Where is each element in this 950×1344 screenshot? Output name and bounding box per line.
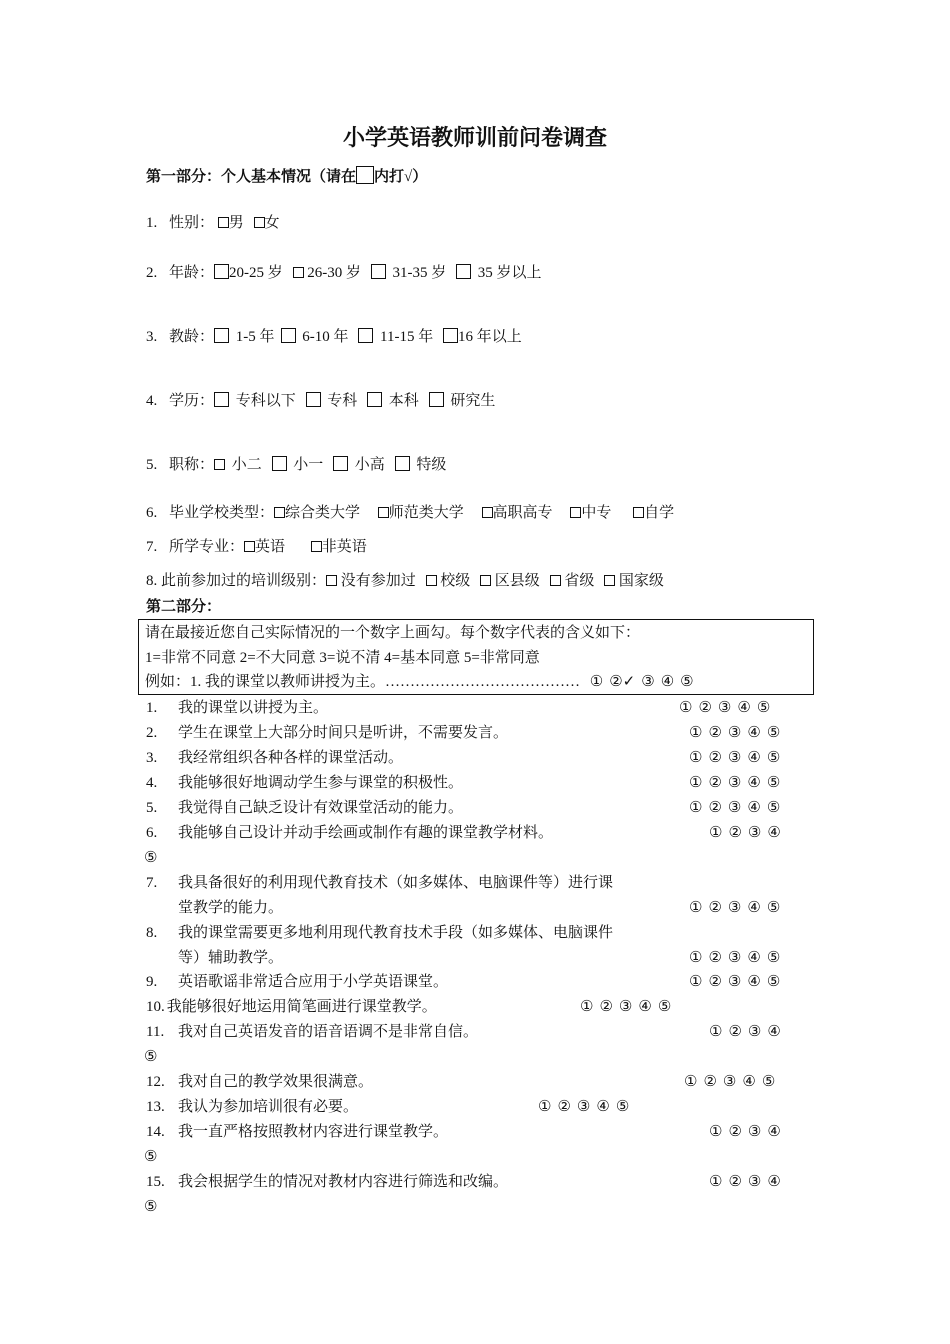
question-label: 教龄： [169, 329, 215, 345]
scale-option-4[interactable]: ④ [742, 1074, 756, 1090]
question-label: 所学专业： [169, 539, 245, 555]
item-text: 我对自己英语发音的语音语调不是非常自信。 [178, 1024, 479, 1040]
item-text: 我会根据学生的情况对教材内容进行筛选和改编。 [178, 1174, 509, 1190]
option-vocational-college[interactable] [482, 503, 553, 523]
scale-option-2[interactable]: ② [708, 800, 722, 816]
scale-option-5[interactable]: ⑤ [756, 700, 771, 716]
scale-option-5[interactable]: ⑤ [766, 775, 781, 791]
survey-item [146, 1172, 509, 1192]
option-label: 小二 [231, 457, 262, 473]
option-label: 高职高专 [492, 505, 553, 521]
scale-option-4[interactable]: ④ [737, 700, 751, 716]
item-text: 我的课堂需要更多地利用现代教育技术手段（如多媒体、电脑课件 [178, 925, 614, 941]
scale-option: ④ [660, 674, 675, 690]
question-title-rank [146, 455, 452, 475]
rating-scale [683, 723, 780, 743]
scale-option-1[interactable]: ① [689, 725, 703, 741]
question-number: 8. [146, 573, 158, 589]
option-female[interactable] [254, 213, 280, 233]
scale-option-2[interactable]: ② [708, 775, 722, 791]
option-school-level[interactable] [426, 571, 471, 591]
item-text: 我能够自己设计并动手绘画或制作有趣的课堂教学材料。 [178, 825, 554, 841]
rating-scale [683, 972, 780, 992]
item-text: 我一直严格按照教材内容进行课堂教学。 [178, 1124, 449, 1140]
option-label: 师范类大学 [388, 505, 464, 521]
scale-option-checked: ②✓ [609, 674, 636, 690]
survey-item [146, 798, 464, 818]
option-years-16-plus[interactable] [443, 327, 522, 347]
option-label: 男 [228, 215, 244, 231]
checkbox-icon[interactable] [371, 264, 386, 279]
scale-option-3[interactable]: ③ [727, 974, 742, 990]
option-label: 国家级 [618, 573, 664, 589]
instruction-line: 请在最接近您自己实际情况的一个数字上画勾。每个数字代表的含义如下： [145, 625, 641, 641]
item-number: 5. [146, 800, 158, 816]
item-number: 1. [146, 700, 158, 716]
scale-option-5[interactable]: ⑤ [766, 800, 781, 816]
question-number: 1. [146, 215, 158, 231]
checkbox-icon[interactable] [604, 575, 615, 586]
option-english[interactable] [244, 537, 285, 557]
option-label: 35 岁以上 [477, 265, 542, 281]
option-label: 女 [264, 215, 280, 231]
option-college[interactable] [306, 391, 358, 411]
option-normal-university[interactable] [378, 503, 464, 523]
scale-option-3[interactable]: ③ [727, 725, 742, 741]
checkbox-icon[interactable] [254, 217, 265, 228]
survey-item [146, 1122, 449, 1142]
option-label: 自学 [644, 505, 675, 521]
survey-item [146, 972, 449, 992]
scale-option-5[interactable]: ⑤ [144, 1149, 158, 1165]
instruction-scale-legend: 1=非常不同意 2=不大同意 3=说不清 4=基本同意 5=非常同意 [145, 650, 540, 666]
option-label: 11-15 年 [380, 329, 434, 345]
rating-scale [574, 997, 671, 1017]
scale-option-5[interactable]: ⑤ [766, 750, 781, 766]
scale-option-1[interactable]: ① [709, 1024, 723, 1040]
item-number: 6. [146, 825, 158, 841]
option-label: 小高 [354, 457, 385, 473]
option-label: 1-5 年 [235, 329, 275, 345]
checkbox-icon[interactable] [480, 575, 491, 586]
survey-item [146, 823, 554, 843]
item-number: 3. [146, 750, 158, 766]
scale-option-5[interactable]: ⑤ [766, 950, 781, 966]
question-education [146, 391, 501, 411]
question-number: 4. [146, 393, 158, 409]
option-label: 20-25 岁 [229, 265, 283, 281]
scale-option-1[interactable]: ① [538, 1099, 552, 1115]
scale-option-4[interactable]: ④ [638, 999, 652, 1015]
scale-option-2[interactable]: ② [599, 999, 613, 1015]
option-rank-special[interactable] [395, 455, 447, 475]
example-scale [584, 674, 694, 690]
scale-option-1[interactable]: ① [709, 825, 723, 841]
scale-option-5[interactable]: ⑤ [766, 900, 781, 916]
question-number: 7. [146, 539, 158, 555]
option-age-35-plus[interactable] [456, 263, 542, 283]
scale-option-3[interactable]: ③ [727, 750, 742, 766]
rating-scale [683, 773, 780, 793]
question-age [146, 263, 548, 283]
checkbox-icon[interactable] [550, 575, 561, 586]
item-text: 我经常组织各种各样的课堂活动。 [178, 750, 404, 766]
scale-option-2[interactable]: ② [728, 1174, 742, 1190]
option-label: 专科 [327, 393, 358, 409]
item-number: 10. [146, 999, 165, 1015]
scale-option-4[interactable]: ④ [767, 1174, 781, 1190]
item-number: 13. [146, 1099, 165, 1115]
option-comprehensive-university[interactable] [274, 503, 360, 523]
question-number: 2. [146, 265, 158, 281]
scale-option-3[interactable]: ③ [717, 700, 732, 716]
question-label: 年龄： [169, 265, 215, 281]
option-national-level[interactable] [604, 571, 664, 591]
item-text: 学生在课堂上大部分时间只是听讲，不需要发言。 [178, 725, 509, 741]
question-label: 毕业学校类型： [169, 505, 275, 521]
scale-option-5[interactable]: ⑤ [615, 1099, 630, 1115]
item-text-continued: 等）辅助教学。 [178, 950, 284, 966]
scale-option-2[interactable]: ② [728, 825, 742, 841]
scale-option-1[interactable]: ① [709, 1174, 723, 1190]
option-label: 特级 [416, 457, 447, 473]
checkbox-icon[interactable] [244, 541, 255, 552]
item-number: 11. [146, 1024, 165, 1040]
scale-option-4[interactable]: ④ [596, 1099, 610, 1115]
option-age-26-30[interactable] [293, 263, 362, 283]
item-number: 12. [146, 1074, 165, 1090]
rating-scale [683, 898, 780, 918]
option-label: 非英语 [321, 539, 367, 555]
question-number: 5. [146, 457, 158, 473]
checkbox-icon[interactable] [214, 392, 229, 407]
checkbox-icon[interactable] [333, 456, 348, 471]
scale-option-3[interactable]: ③ [727, 950, 742, 966]
scale-option-3[interactable]: ③ [722, 1074, 737, 1090]
checkbox-icon[interactable] [570, 507, 581, 518]
item-number: 15. [146, 1174, 165, 1190]
option-label: 省级 [564, 573, 595, 589]
question-major [146, 537, 373, 557]
survey-item [146, 873, 614, 893]
example-line [145, 672, 694, 692]
scale-option-2[interactable]: ② [698, 700, 712, 716]
scale-option: ③ [641, 674, 655, 690]
scale-option-4[interactable]: ④ [747, 750, 761, 766]
scale-option-1[interactable]: ① [689, 800, 703, 816]
option-label: 6-10 年 [302, 329, 349, 345]
scale-option-4[interactable]: ④ [747, 800, 761, 816]
scale-option: ⑤ [680, 674, 694, 690]
option-label: 专科以下 [235, 393, 296, 409]
scale-option-4[interactable]: ④ [767, 825, 781, 841]
survey-item [146, 698, 329, 718]
option-graduate[interactable] [429, 391, 496, 411]
rating-scale [678, 1072, 775, 1092]
item-number: 2. [146, 725, 158, 741]
item-text: 我对自己的教学效果很满意。 [178, 1074, 374, 1090]
item-text-continued: 堂教学的能力。 [178, 900, 284, 916]
question-school-type [146, 503, 680, 523]
scale-option-2[interactable]: ② [728, 1124, 742, 1140]
item-number: 7. [146, 875, 158, 891]
checkbox-icon[interactable] [367, 392, 382, 407]
item-number: 8. [146, 925, 158, 941]
item-text: 英语歌谣非常适合应用于小学英语课堂。 [178, 974, 449, 990]
scale-option-3[interactable]: ③ [727, 800, 742, 816]
option-district-level[interactable] [480, 571, 540, 591]
scale-option-2[interactable]: ② [708, 974, 722, 990]
scale-option-2[interactable]: ② [708, 950, 722, 966]
option-none[interactable] [326, 571, 416, 591]
option-label: 小一 [293, 457, 324, 473]
rating-scale [683, 748, 780, 768]
part1-heading [146, 166, 427, 187]
survey-item [146, 773, 464, 793]
scale-option-3[interactable]: ③ [747, 1174, 762, 1190]
scale-option-5[interactable]: ⑤ [766, 974, 781, 990]
scale-option-1[interactable]: ① [689, 750, 703, 766]
checkbox-icon[interactable] [456, 264, 471, 279]
scale-option-1[interactable]: ① [580, 999, 594, 1015]
option-label: 31-35 岁 [392, 265, 447, 281]
part2-heading: 第二部分： [146, 599, 222, 615]
checkbox-icon[interactable] [395, 456, 410, 471]
item-number: 9. [146, 974, 158, 990]
instructions-box [138, 619, 814, 695]
checkbox-icon[interactable] [214, 459, 225, 470]
scale-option-3[interactable]: ③ [747, 1024, 762, 1040]
rating-scale [683, 798, 780, 818]
question-label: 学历： [169, 393, 215, 409]
scale-option-1[interactable]: ① [684, 1074, 698, 1090]
scale-option-2[interactable]: ② [728, 1024, 742, 1040]
survey-item [146, 748, 404, 768]
question-number: 6. [146, 505, 158, 521]
option-label: 综合类大学 [285, 505, 361, 521]
option-years-1-5[interactable] [214, 327, 275, 347]
scale-option-5[interactable]: ⑤ [144, 850, 158, 866]
scale-option-4[interactable]: ④ [747, 900, 761, 916]
rating-scale [703, 1022, 781, 1042]
item-text: 我能够很好地调动学生参与课堂的积极性。 [178, 775, 464, 791]
scale-option-5[interactable]: ⑤ [144, 1199, 158, 1215]
rating-scale [703, 1172, 781, 1192]
checkbox-icon[interactable] [482, 507, 493, 518]
question-label: 职称： [169, 457, 215, 473]
item-text: 我觉得自己缺乏设计有效课堂活动的能力。 [178, 800, 464, 816]
question-teaching-years [146, 327, 528, 347]
item-number: 4. [146, 775, 158, 791]
option-label: 校级 [440, 573, 471, 589]
item-text: 我能够很好地运用简笔画进行课堂教学。 [166, 999, 437, 1015]
option-label: 中专 [581, 505, 612, 521]
scale-option-5[interactable]: ⑤ [766, 725, 781, 741]
option-label: 区县级 [494, 573, 540, 589]
checkbox-icon[interactable] [281, 328, 296, 343]
question-training-level [146, 571, 670, 591]
scale-option-5[interactable]: ⑤ [657, 999, 672, 1015]
checkbox-icon[interactable] [633, 507, 644, 518]
checkbox-icon[interactable] [274, 507, 285, 518]
scale-option-3[interactable]: ③ [727, 900, 742, 916]
survey-item [146, 1072, 374, 1092]
option-non-english[interactable] [311, 537, 367, 557]
option-self-study[interactable] [633, 503, 674, 523]
option-label: 26-30 岁 [307, 265, 362, 281]
checkbox-icon [356, 166, 374, 184]
item-text: 我认为参加培训很有必要。 [178, 1099, 359, 1115]
scale-option-2[interactable]: ② [708, 900, 722, 916]
scale-option-1[interactable]: ① [689, 950, 703, 966]
checkbox-icon[interactable] [214, 328, 229, 343]
option-label: 本科 [388, 393, 419, 409]
option-below-college[interactable] [214, 391, 296, 411]
scale-option-4[interactable]: ④ [747, 974, 761, 990]
scale-option-1[interactable]: ① [689, 775, 703, 791]
checkbox-icon[interactable] [293, 267, 304, 278]
scale-option-1[interactable]: ① [709, 1124, 723, 1140]
item-number: 14. [146, 1124, 165, 1140]
example-text: 例如：1. 我的课堂以教师讲授为主。………………………………… [145, 674, 581, 690]
scale-option-5[interactable]: ⑤ [761, 1074, 776, 1090]
option-province-level[interactable] [550, 571, 595, 591]
survey-item [146, 1097, 359, 1117]
scale-option: ① [589, 674, 604, 690]
rating-scale [703, 823, 781, 843]
page-title: 小学英语教师训前问卷调查 [342, 125, 607, 150]
option-bachelor[interactable] [367, 391, 419, 411]
scale-option-4[interactable]: ④ [767, 1124, 781, 1140]
option-age-31-35[interactable] [371, 263, 447, 283]
scale-option-4[interactable]: ④ [747, 950, 761, 966]
part1-heading-text-b: 内打√） [374, 169, 428, 185]
scale-option-2[interactable]: ② [703, 1074, 717, 1090]
checkbox-icon[interactable] [218, 217, 229, 228]
survey-item [146, 923, 614, 943]
checkbox-icon[interactable] [426, 575, 437, 586]
option-rank-1[interactable] [272, 455, 324, 475]
scale-option-3[interactable]: ③ [576, 1099, 591, 1115]
survey-item [146, 997, 437, 1017]
checkbox-icon[interactable] [443, 328, 458, 343]
survey-item [146, 1022, 479, 1042]
scale-option-1[interactable]: ① [689, 900, 703, 916]
option-label: 没有参加过 [340, 573, 416, 589]
option-label: 英语 [255, 539, 286, 555]
item-text: 我的课堂以讲授为主。 [178, 700, 329, 716]
question-gender [146, 213, 286, 233]
checkbox-icon[interactable] [214, 264, 229, 279]
scale-option-5[interactable]: ⑤ [144, 1049, 158, 1065]
checkbox-icon[interactable] [326, 575, 337, 586]
scale-option-3[interactable]: ③ [747, 1124, 762, 1140]
option-years-6-10[interactable] [281, 327, 349, 347]
scale-option-2[interactable]: ② [708, 750, 722, 766]
item-text: 我具备很好的利用现代教育技术（如多媒体、电脑课件等）进行课 [178, 875, 614, 891]
scale-option-1[interactable]: ① [689, 974, 703, 990]
checkbox-icon[interactable] [306, 392, 321, 407]
question-label: 此前参加过的培训级别： [161, 573, 327, 589]
option-secondary-school[interactable] [570, 503, 611, 523]
question-number: 3. [146, 329, 158, 345]
part1-heading-text-a: 第一部分：个人基本情况（请在 [146, 169, 357, 185]
option-label: 16 年以上 [457, 329, 522, 345]
option-age-20-25[interactable] [214, 263, 283, 283]
survey-item [146, 723, 509, 743]
checkbox-icon[interactable] [358, 328, 373, 343]
checkbox-icon[interactable] [378, 507, 389, 518]
option-rank-2[interactable] [214, 455, 262, 475]
rating-scale [673, 698, 770, 718]
scale-option-1[interactable]: ① [679, 700, 693, 716]
scale-option-2[interactable]: ② [708, 725, 722, 741]
scale-option-3[interactable]: ③ [747, 825, 762, 841]
option-rank-senior[interactable] [333, 455, 385, 475]
rating-scale [683, 948, 780, 968]
scale-option-3[interactable]: ③ [618, 999, 633, 1015]
option-label: 研究生 [450, 393, 496, 409]
scale-option-3[interactable]: ③ [727, 775, 742, 791]
checkbox-icon[interactable] [311, 541, 322, 552]
rating-scale [703, 1122, 781, 1142]
option-years-11-15[interactable] [358, 327, 433, 347]
checkbox-icon[interactable] [272, 456, 287, 471]
checkbox-icon[interactable] [429, 392, 444, 407]
scale-option-4[interactable]: ④ [747, 725, 761, 741]
scale-option-4[interactable]: ④ [747, 775, 761, 791]
scale-option-2[interactable]: ② [557, 1099, 571, 1115]
rating-scale [532, 1097, 629, 1117]
question-label: 性别： [169, 215, 215, 231]
scale-option-4[interactable]: ④ [767, 1024, 781, 1040]
option-male[interactable] [218, 213, 244, 233]
